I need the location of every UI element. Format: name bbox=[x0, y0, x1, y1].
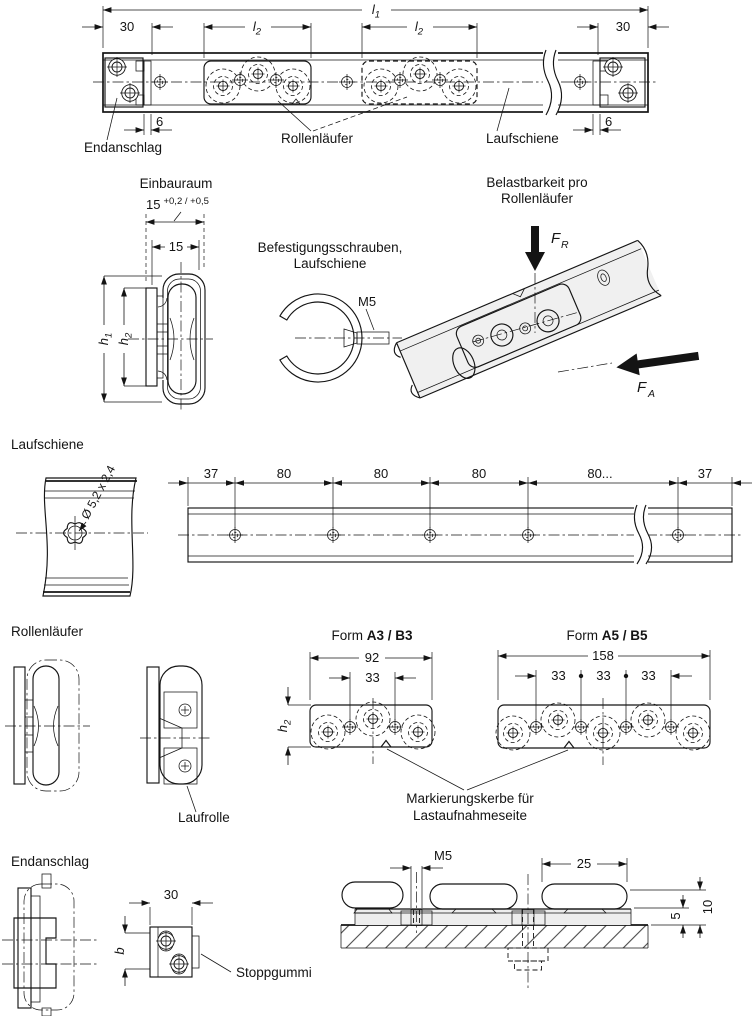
rail-hole bbox=[152, 74, 168, 90]
marking-notch-a5 bbox=[564, 742, 574, 749]
einbauraum-view bbox=[96, 176, 213, 412]
dim-33-a5-1: 33 bbox=[551, 668, 566, 683]
befestigung-view bbox=[258, 240, 403, 382]
roller-carriage-1 bbox=[204, 57, 311, 104]
dim-l2-right: $l_2$ bbox=[414, 19, 424, 38]
laufschiene-section bbox=[11, 437, 752, 596]
laufschiene-title: Laufschiene bbox=[11, 437, 84, 452]
mounting-detail bbox=[341, 848, 715, 988]
belastbarkeit-title-1: Belastbarkeit pro bbox=[486, 175, 588, 190]
belastbarkeit-view bbox=[391, 175, 700, 401]
dim-6-left: 6 bbox=[156, 114, 164, 129]
dim-80-2: 80 bbox=[373, 466, 389, 481]
dim-h1: $h_1$ bbox=[96, 332, 115, 346]
dim-158: 158 bbox=[592, 648, 614, 663]
form-a3-title: Form A3 / B3 bbox=[331, 628, 413, 643]
dim-33-a3: 33 bbox=[365, 670, 380, 685]
stop-rubber-front bbox=[192, 936, 199, 968]
dim-30-endstop: 30 bbox=[163, 887, 179, 902]
roller-section-1 bbox=[342, 882, 403, 908]
stop-rubber-left bbox=[144, 61, 151, 105]
endanschlag-title: Endanschlag bbox=[11, 854, 90, 869]
dim-10: 10 bbox=[700, 899, 715, 915]
carriage-section-view bbox=[140, 666, 230, 825]
dim-37-left: 37 bbox=[203, 466, 219, 481]
hole-callout: Ø 5,2 x 2,4 bbox=[78, 463, 119, 522]
label-laufrolle: Laufrolle bbox=[178, 810, 230, 825]
dim-6-right: 6 bbox=[605, 114, 613, 129]
assembly-drawing bbox=[82, 2, 669, 155]
force-axial-sub: A bbox=[648, 388, 656, 400]
dim-33-a5-3: 33 bbox=[641, 668, 656, 683]
rail-hole bbox=[339, 74, 355, 90]
dim-5: 5 bbox=[668, 912, 683, 920]
dim-l2-left: $l_2$ bbox=[252, 19, 262, 38]
form-a5-title: Form A5 / B5 bbox=[566, 628, 648, 643]
assembly-dimensions bbox=[82, 2, 669, 135]
stop-rubber-right bbox=[593, 61, 600, 105]
force-radial-sub: R bbox=[561, 239, 569, 251]
einbauraum-title: Einbauraum bbox=[139, 176, 213, 191]
machine-bed bbox=[341, 925, 648, 948]
marking-note-1: Markierungskerbe für bbox=[406, 791, 534, 806]
dim-92: 92 bbox=[364, 650, 380, 665]
stop-block bbox=[14, 918, 56, 988]
isometric-rail bbox=[391, 239, 664, 401]
rail-length-view bbox=[168, 466, 752, 565]
dim-15: 15 bbox=[168, 239, 184, 254]
label-stoppgummi: Stoppgummi bbox=[236, 965, 312, 980]
dim-15-tolerance: 15 $^{+0,2 / +0,5}$ bbox=[146, 196, 209, 212]
form-a5-b5 bbox=[467, 628, 710, 790]
force-radial-arrow bbox=[525, 226, 545, 271]
rail-hole bbox=[572, 74, 588, 90]
dim-80-1: 80 bbox=[276, 466, 292, 481]
dim-33-a5-2: 33 bbox=[596, 668, 611, 683]
endstop-side-view bbox=[2, 874, 98, 1016]
rail-detail-view bbox=[16, 463, 148, 596]
belastbarkeit-title-2: Rollenläufer bbox=[500, 191, 574, 206]
dim-l1: $l_1$ bbox=[371, 2, 381, 21]
label-laufschiene: Laufschiene bbox=[486, 131, 559, 146]
dim-b: b bbox=[112, 947, 127, 955]
dim-h2-a3: $h_2$ bbox=[275, 719, 294, 733]
label-rollenlaeufer: Rollenläufer bbox=[281, 131, 354, 146]
force-axial-label: F bbox=[637, 379, 647, 396]
rollenlaeufer-title: Rollenläufer bbox=[11, 624, 84, 639]
befestigung-title-2: Laufschiene bbox=[293, 256, 367, 271]
dim-37-right: 37 bbox=[697, 466, 713, 481]
thread-m5-detail: M5 bbox=[434, 848, 453, 863]
endanschlag-section bbox=[2, 848, 715, 1016]
roller-section-3 bbox=[542, 884, 627, 909]
dim-80-etc: 80... bbox=[587, 466, 613, 481]
label-endanschlag: Endanschlag bbox=[84, 140, 163, 155]
roller-section-2 bbox=[430, 884, 517, 909]
carriage-side-view bbox=[5, 660, 90, 791]
dim-30-left: 30 bbox=[119, 19, 135, 34]
thread-m5: M5 bbox=[358, 294, 377, 309]
dim-80-3: 80 bbox=[471, 466, 487, 481]
dim-30-right: 30 bbox=[615, 19, 631, 34]
force-radial-label: F bbox=[551, 230, 561, 247]
befestigung-title-1: Befestigungsschrauben, bbox=[257, 240, 403, 255]
rollenlaeufer-section bbox=[5, 624, 710, 825]
endstop-front-view bbox=[112, 887, 312, 986]
rail-body bbox=[103, 53, 648, 112]
marking-note-2: Lastaufnahmeseite bbox=[412, 808, 528, 823]
dim-h2: $h_2$ bbox=[116, 332, 135, 346]
form-a3-b3 bbox=[275, 628, 464, 790]
rail-plate bbox=[355, 909, 631, 925]
roller-carriage-2-dashed bbox=[362, 57, 477, 104]
force-axial-arrow bbox=[615, 345, 700, 378]
marking-notch-a3 bbox=[381, 741, 391, 748]
dim-25: 25 bbox=[576, 856, 592, 871]
rail-cross-section bbox=[128, 262, 213, 412]
